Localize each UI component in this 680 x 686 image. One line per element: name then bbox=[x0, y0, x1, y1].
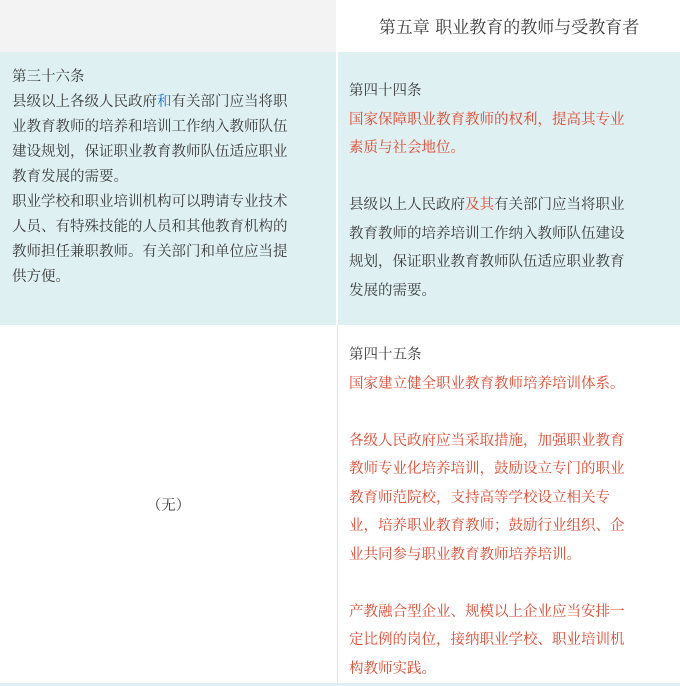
added-text-line: 教育师范院校，支持高等学校设立相关专 bbox=[349, 489, 610, 506]
text-line: 教育发展的需要。 bbox=[12, 169, 128, 185]
text-line: 供方便。 bbox=[12, 269, 70, 285]
paragraph-gap bbox=[349, 163, 670, 192]
added-text-line: 教师专业化培养培训，鼓励设立专门的职业 bbox=[349, 461, 625, 477]
added-text-line: 产教融合型企业、规模以上企业应当安排一 bbox=[349, 603, 625, 620]
paragraph-gap bbox=[349, 398, 670, 427]
added-text-line: 定比例的岗位，接纳职业学校、职业培训机 bbox=[349, 632, 625, 648]
none-label: （无） bbox=[146, 497, 191, 514]
article-title: 第三十六条 bbox=[12, 69, 85, 85]
added-text-line: 国家保障职业教育教师的权利，提高其专业 bbox=[349, 111, 625, 128]
added-text-line: 业共同参与职业教育教师培养培训。 bbox=[349, 546, 581, 563]
header-old-column bbox=[0, 0, 338, 52]
header-new-column bbox=[338, 0, 680, 52]
text-line: 业教育教师的培养和培训工作纳入教师队伍 bbox=[12, 119, 288, 135]
old-none-cell bbox=[0, 325, 338, 686]
changed-word: 及其 bbox=[465, 197, 494, 213]
text-line: 发展的需要。 bbox=[349, 282, 436, 299]
new-article-45-cell bbox=[338, 325, 680, 686]
text-line: 教育教师的培养培训工作纳入教师队伍建设 bbox=[349, 225, 625, 242]
chapter-title: 第五章 职业教育的教师与受教育者 bbox=[378, 17, 640, 38]
text-line: 县级以上各级人民政府和有关部门应当将职 bbox=[12, 94, 288, 110]
added-text-line: 国家建立健全职业教育教师培养培训体系。 bbox=[349, 375, 625, 392]
text-line: 建设规划，保证职业教育教师队伍适应职业 bbox=[12, 144, 288, 160]
text-line: 县级以上人民政府及其有关部门应当将职业 bbox=[349, 197, 625, 213]
text-line: 职业学校和职业培训机构可以聘请专业技术 bbox=[12, 194, 288, 210]
new-article-44-cell bbox=[338, 52, 680, 325]
added-text-line: 各级人民政府应当采取措施，加强职业教育 bbox=[349, 432, 625, 449]
article-title: 第四十五条 bbox=[349, 347, 422, 363]
added-text-line: 构教师实践。 bbox=[349, 660, 436, 677]
text-line: 规划，保证职业教育教师队伍适应职业教育 bbox=[349, 254, 625, 270]
text-line: 教师担任兼职教师。有关部门和单位应当提 bbox=[12, 244, 288, 260]
old-article-36-cell bbox=[0, 52, 338, 325]
added-text-line: 业，培养职业教育教师；鼓励行业组织、企 bbox=[349, 518, 625, 534]
article-title: 第四十四条 bbox=[349, 83, 422, 99]
text-line: 人员、有特殊技能的人员和其他教育机构的 bbox=[12, 219, 288, 235]
paragraph-gap bbox=[349, 569, 670, 598]
added-text-line: 素质与社会地位。 bbox=[349, 140, 465, 156]
changed-word: 和 bbox=[157, 94, 172, 110]
